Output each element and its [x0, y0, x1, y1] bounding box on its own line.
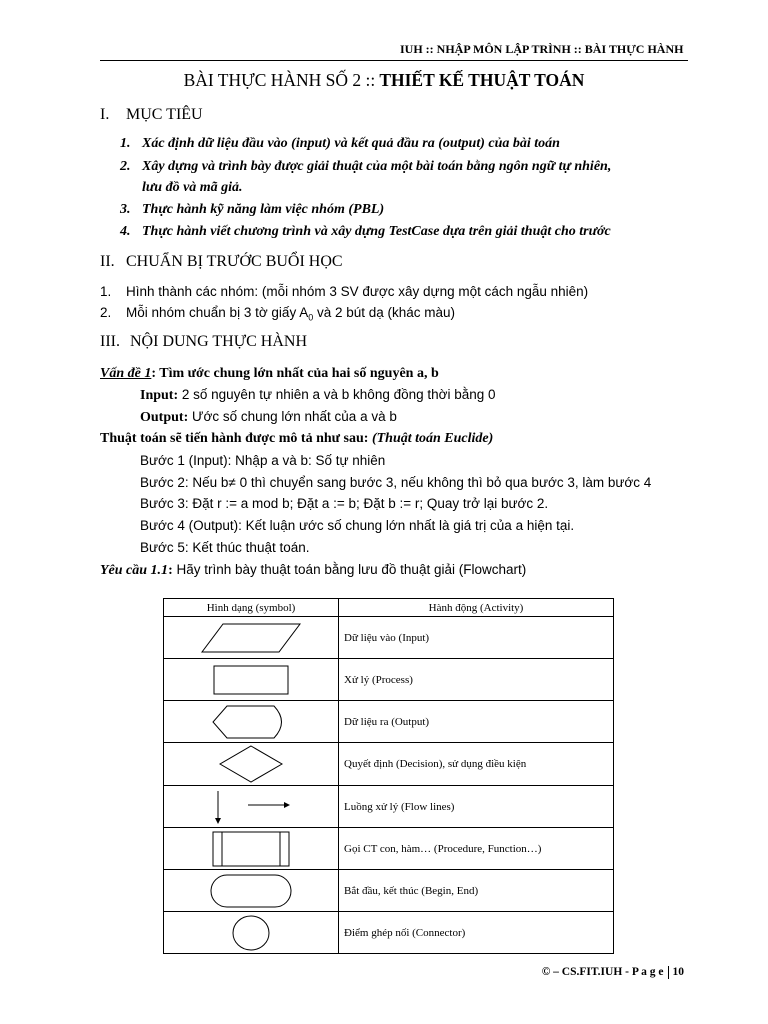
table-header-row [164, 599, 614, 617]
running-header: IUH :: NHẬP MÔN LẬP TRÌNH :: BÀI THỰC HÀNH [400, 42, 684, 56]
rectangle-icon [213, 665, 289, 695]
shape-cell [164, 786, 339, 828]
shape-cell [164, 743, 339, 786]
connector-circle-icon [231, 914, 271, 952]
shape-cell [164, 701, 339, 743]
section-3-heading [100, 333, 307, 351]
table-row [164, 912, 614, 954]
flowchart-symbol-table [163, 598, 614, 954]
terminator-icon [210, 874, 292, 908]
arrows-icon [206, 789, 296, 825]
objective-item: 3. Thực hành kỹ năng làm việc nhóm (PBL) [120, 202, 385, 217]
page-number: 10 [672, 966, 684, 979]
shape-cell [164, 828, 339, 870]
header-rule [100, 60, 688, 61]
algorithm-step: Bước 2: Nếu b≠ 0 thì chuyển sang bước 3, nếu không thì bỏ qua bước 3, làm bước 4 [140, 475, 652, 490]
title-prefix: BÀI THỰC HÀNH SỐ 2 :: [183, 70, 376, 90]
shape-cell [164, 912, 339, 954]
shape-cell [164, 870, 339, 912]
algorithm-step: Bước 1 (Input): Nhập a và b: Số tự nhiên [140, 453, 386, 468]
activity-cell: Điểm ghép nối (Connector) [339, 912, 614, 954]
table-row [164, 870, 614, 912]
display-shape-icon [212, 705, 290, 739]
objective-item: 1. Xác định dữ liệu đầu vào (input) và kết quả đầu ra (output) của bài toán [120, 136, 560, 151]
activity-cell: Luồng xử lý (Flow lines) [339, 786, 614, 828]
page-title [0, 70, 768, 91]
footer-separator [668, 966, 669, 979]
column-header-symbol: Hình dạng (symbol) [164, 599, 339, 617]
activity-cell: Dữ liệu vào (Input) [339, 617, 614, 659]
section-3-number: III. [100, 333, 120, 350]
section-1-heading [100, 106, 203, 124]
objective-item: 2. Xây dựng và trình bày được giải thuật của một bài toán bằng ngôn ngữ tự nhiên, [120, 159, 612, 174]
activity-cell: Gọi CT con, hàm… (Procedure, Function…) [339, 828, 614, 870]
problem-label: Vấn đề 1 [100, 366, 152, 381]
parallelogram-icon [201, 623, 301, 653]
preparation-item: 1. Hình thành các nhóm: (mỗi nhóm 3 SV được xây dựng một cách ngẫu nhiên) [100, 284, 589, 299]
problem-input: Input: 2 số nguyên tự nhiên a và b không đồng thời bằng 0 [140, 387, 496, 403]
footer-text: © – CS.FIT.IUH - P a g e [541, 966, 664, 979]
table-row [164, 701, 614, 743]
title-main: THIẾT KẾ THUẬT TOÁN [375, 70, 585, 90]
section-2-heading [100, 253, 343, 271]
table-row [164, 659, 614, 701]
problem-output: Output: Ước số chung lớn nhất của a và b [140, 409, 397, 425]
objective-item-continued: lưu đồ và mã giả. [142, 180, 243, 195]
section-1-number: I. [100, 106, 110, 123]
diamond-icon [219, 745, 283, 783]
table-row [164, 786, 614, 828]
page-footer [542, 966, 684, 979]
section-2-title: CHUẨN BỊ TRƯỚC BUỔI HỌC [126, 253, 343, 270]
activity-cell: Dữ liệu ra (Output) [339, 701, 614, 743]
table-row [164, 743, 614, 786]
shape-cell [164, 659, 339, 701]
activity-cell: Xử lý (Process) [339, 659, 614, 701]
requirement: Yêu cầu 1.1: Hãy trình bày thuật toán bằng lưu đồ thuật giải (Flowchart) [100, 562, 527, 578]
predefined-process-icon [212, 831, 290, 867]
section-3-title: NỘI DUNG THỰC HÀNH [130, 333, 307, 350]
section-1-title: MỤC TIÊU [126, 106, 203, 123]
algorithm-step: Bước 5: Kết thúc thuật toán. [140, 540, 310, 555]
activity-cell: Quyết định (Decision), sử dụng điều kiện [339, 743, 614, 786]
table-row [164, 828, 614, 870]
algorithm-step: Bước 4 (Output): Kết luận ước số chung lớn nhất là giá trị của a hiện tại. [140, 518, 575, 533]
shape-cell [164, 617, 339, 659]
problem-statement: Vấn đề 1: Tìm ước chung lớn nhất của hai số nguyên a, b [100, 366, 439, 381]
algorithm-intro: Thuật toán sẽ tiến hành được mô tả như sau: (Thuật toán Euclide) [100, 431, 494, 446]
objective-item: 4. Thực hành viết chương trình và xây dựng TestCase dựa trên giải thuật cho trước [120, 224, 611, 239]
preparation-item: 2. Mỗi nhóm chuẩn bị 3 tờ giấy $A_0$ và 2 bút dạ (khác màu) [100, 305, 456, 323]
algorithm-step: Bước 3: Đặt r := a mod b; Đặt a := b; Đặt b := r; Quay trở lại bước 2. [140, 496, 549, 511]
section-2-number: II. [100, 253, 115, 270]
table-row [164, 617, 614, 659]
column-header-activity: Hành động (Activity) [339, 599, 614, 617]
activity-cell: Bắt đầu, kết thúc (Begin, End) [339, 870, 614, 912]
